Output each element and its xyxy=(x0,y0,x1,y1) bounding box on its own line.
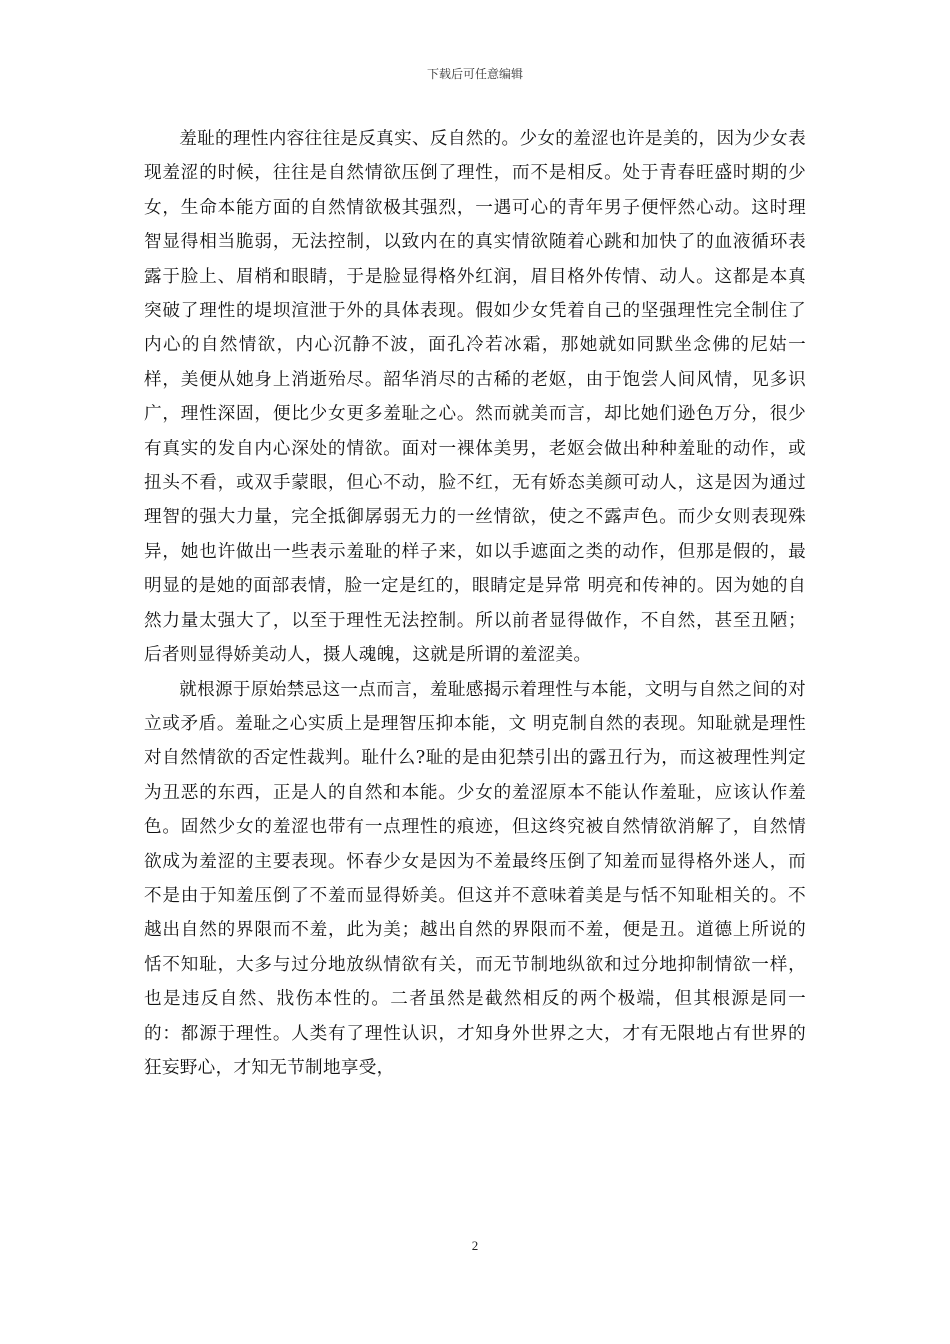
document-body xyxy=(144,122,806,1085)
paragraph-2: 就根源于原始禁忌这一点而言，羞耻感揭示着理性与本能，文明与自然之间的对立或矛盾。羞耻之心实质上是理智压抑本能，文 明克制自然的表现。知耻就是理性对自然情欲的否定性裁判。耻什么?耻的是由犯禁引出的露丑行为，而这被理性判定为丑恶的东西，正是人的自然和本能。少女的羞涩原本不能认作羞耻，应该认作羞色。固然少女的羞涩也带有一点理性的痕迹，但这终究被自然情欲消解了，自然情欲成为羞涩的主要表现。怀春少女是因为不羞最终压倒了知羞而显得格外迷人，而不是由于知羞压倒了不羞而显得娇美。但这并不意味着美是与恬不知耻相关的。不越出自然的界限而不羞，此为美；越出自然的界限而不羞，便是丑。道德上所说的恬不知耻，大多与过分地放纵情欲有关，而无节制地纵欲和过分地抑制情欲一样，也是违反自然、戕伤本性的。二者虽然是截然相反的两个极端，但其根源是同一的：都源于理性。人类有了理性认识，才知身外世界之大，才有无限地占有世界的狂妄野心，才知无节制地享受， xyxy=(144,679,806,1078)
page-header: 下载后可任意编辑 xyxy=(426,67,523,81)
paragraph-1: 羞耻的理性内容往往是反真实、反自然的。少女的羞涩也许是美的，因为少女表现羞涩的时候，往往是自然情欲压倒了理性，而不是相反。处于青春旺盛时期的少女，生命本能方面的自然情欲极其强烈，一遇可心的青年男子便怦然心动。这时理智显得相当脆弱，无法控制，以致内在的真实情欲随着心跳和加快了的血液循环表露于脸上、眉梢和眼睛，于是脸显得格外红润，眉目格外传情、动人。这都是本真突破了理性的堤坝渲泄于外的具体表现。假如少女凭着自己的坚强理性完全制住了内心的自然情欲，内心沉静不波，面孔冷若冰霜，那她就如同默坐念佛的尼姑一样，美便从她身上消逝殆尽。韶华消尽的古稀的老妪，由于饱尝人间风情，见多识广，理性深固，便比少女更多羞耻之心。然而就美而言，却比她们逊色万分，很少有真实的发自内心深处的情欲。面对一裸体美男，老妪会做出种种羞耻的动作，或扭头不看，或双手蒙眼，但心不动，脸不红，无有娇态美颜可动人，这是因为通过理智的强大力量，完全抵御孱弱无力的一丝情欲，使之不露声色。而少女则表现殊异，她也许做出一些表示羞耻的样子来，如以手遮面之类的动作，但那是假的，最明显的是她的面部表情，脸一定是红的，眼睛定是异常 明亮和传神的。因为她的自然力量太强大了，以至于理性无法控制。所以前者显得做作，不自然，甚至丑陋；后者则显得娇美动人，摄人魂魄，这就是所谓的羞涩美。 xyxy=(144,129,806,666)
page-number: 2 xyxy=(471,1238,479,1253)
